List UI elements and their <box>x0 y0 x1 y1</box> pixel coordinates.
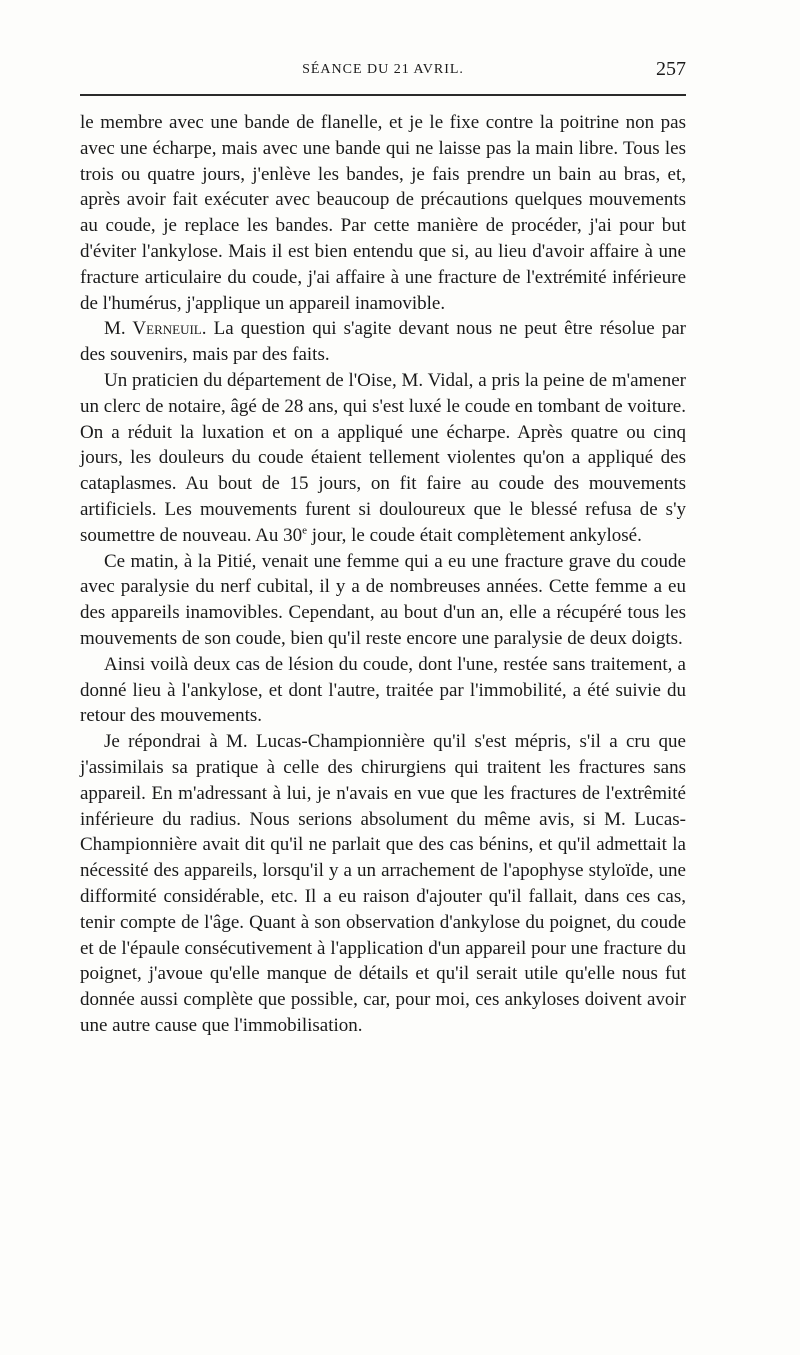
paragraph-text: La question qui s'agite devant nous ne peut être résolue par des souvenirs, mais par des faits. <box>80 318 687 366</box>
document-page <box>80 58 686 1039</box>
running-title: SÉANCE DU 21 AVRIL. <box>302 62 464 77</box>
paragraph-text: le membre avec une bande de flanelle, et je le fixe contre la poitrine non pas avec une écharpe, mais avec une bande qui ne laisse pas la main libre. Tous les trois ou quatre jours, j'enlève les bandes, je fais prendre un bain au bras, et, après avoir fait exécuter avec beaucoup de précautions quelques mouvements au coude, je replace les bandes. Par cette manière de procéder, j'ai pour but d'éviter l'ankylose. Mais il est bien entendu que si, au lieu d'avoir affaire à une fracture articulaire du coude, j'ai affaire à une fracture de l'extrémité inférieure de l'humérus, j'applique un appareil inamovible. <box>80 112 686 314</box>
paragraph <box>80 729 686 1039</box>
speaker-name: M. Verneuil. <box>104 318 207 340</box>
paragraph <box>80 368 686 549</box>
paragraph <box>80 652 686 729</box>
paragraph-text: Je répondrai à M. Lucas-Championnière qu'il s'est mépris, s'il a cru que j'assimilais sa pratique à celle des chirurgiens qui traitent les fractures sans appareil. En m'adressant à lui, je n'avais en vue que les fractures de l'extrêmité inférieure du radius. Nous serions absolument du même avis, si M. Lucas-Championnière avait dit qu'il ne parlait que des cas bénins, et qu'il admettait la nécessité des appareils, lorsqu'il y a un arrachement de l'apophyse styloïde, une difformité considérable, etc. Il a eu raison d'ajouter qu'il fallait, dans ces cas, tenir compte de l'âge. Quant à son observation d'ankylose du poignet, du coude et de l'épaule consécutivement à l'application d'un appareil pour une fracture du poignet, j'avoue qu'elle manque de détails et qu'il serait utile qu'elle nous fut donnée aussi complète que possible, car, pour moi, ces ankyloses doivent avoir une autre cause que l'immobilisation. <box>80 731 686 1036</box>
paragraph-text-continued: jour, le coude était complètement ankylosé. <box>307 524 642 546</box>
paragraph <box>80 549 686 652</box>
superscript: e <box>302 524 308 537</box>
paragraph <box>80 110 686 316</box>
header-rule <box>80 94 686 96</box>
paragraph <box>80 316 686 368</box>
paragraph-text: Ainsi voilà deux cas de lésion du coude, dont l'une, restée sans traitement, a donné lieu à l'ankylose, et dont l'autre, traitée par l'immobilité, a été suivie du retour des mouvements. <box>80 653 686 727</box>
paragraph-text: Ce matin, à la Pitié, venait une femme qui a eu une fracture grave du coude avec paralysie du nerf cubital, il y a de nombreuses années. Cette femme a eu des appareils inamovibles. Cependant, au bout d'un an, elle a récupéré tous les mouvements de son coude, bien qu'il reste encore une paralysie de deux doigts. <box>80 550 686 649</box>
page-number: 257 <box>656 58 686 80</box>
running-header <box>80 58 686 88</box>
paragraph-text: Un praticien du département de l'Oise, M. Vidal, a pris la peine de m'amener un clerc de notaire, âgé de 28 ans, qui s'est luxé le coude en tombant de voiture. On a réduit la luxation et on a appliqué une écharpe. Après quatre ou cinq jours, les douleurs du coude étaient tellement violentes qu'on a appliqué des cataplasmes. Au bout de 15 jours, on fit faire au coude des mouvements artificiels. Les mouvements furent si douloureux que le blessé refusa de s'y soumettre de nouveau. Au 30 <box>80 369 686 546</box>
body-text <box>80 110 686 1039</box>
